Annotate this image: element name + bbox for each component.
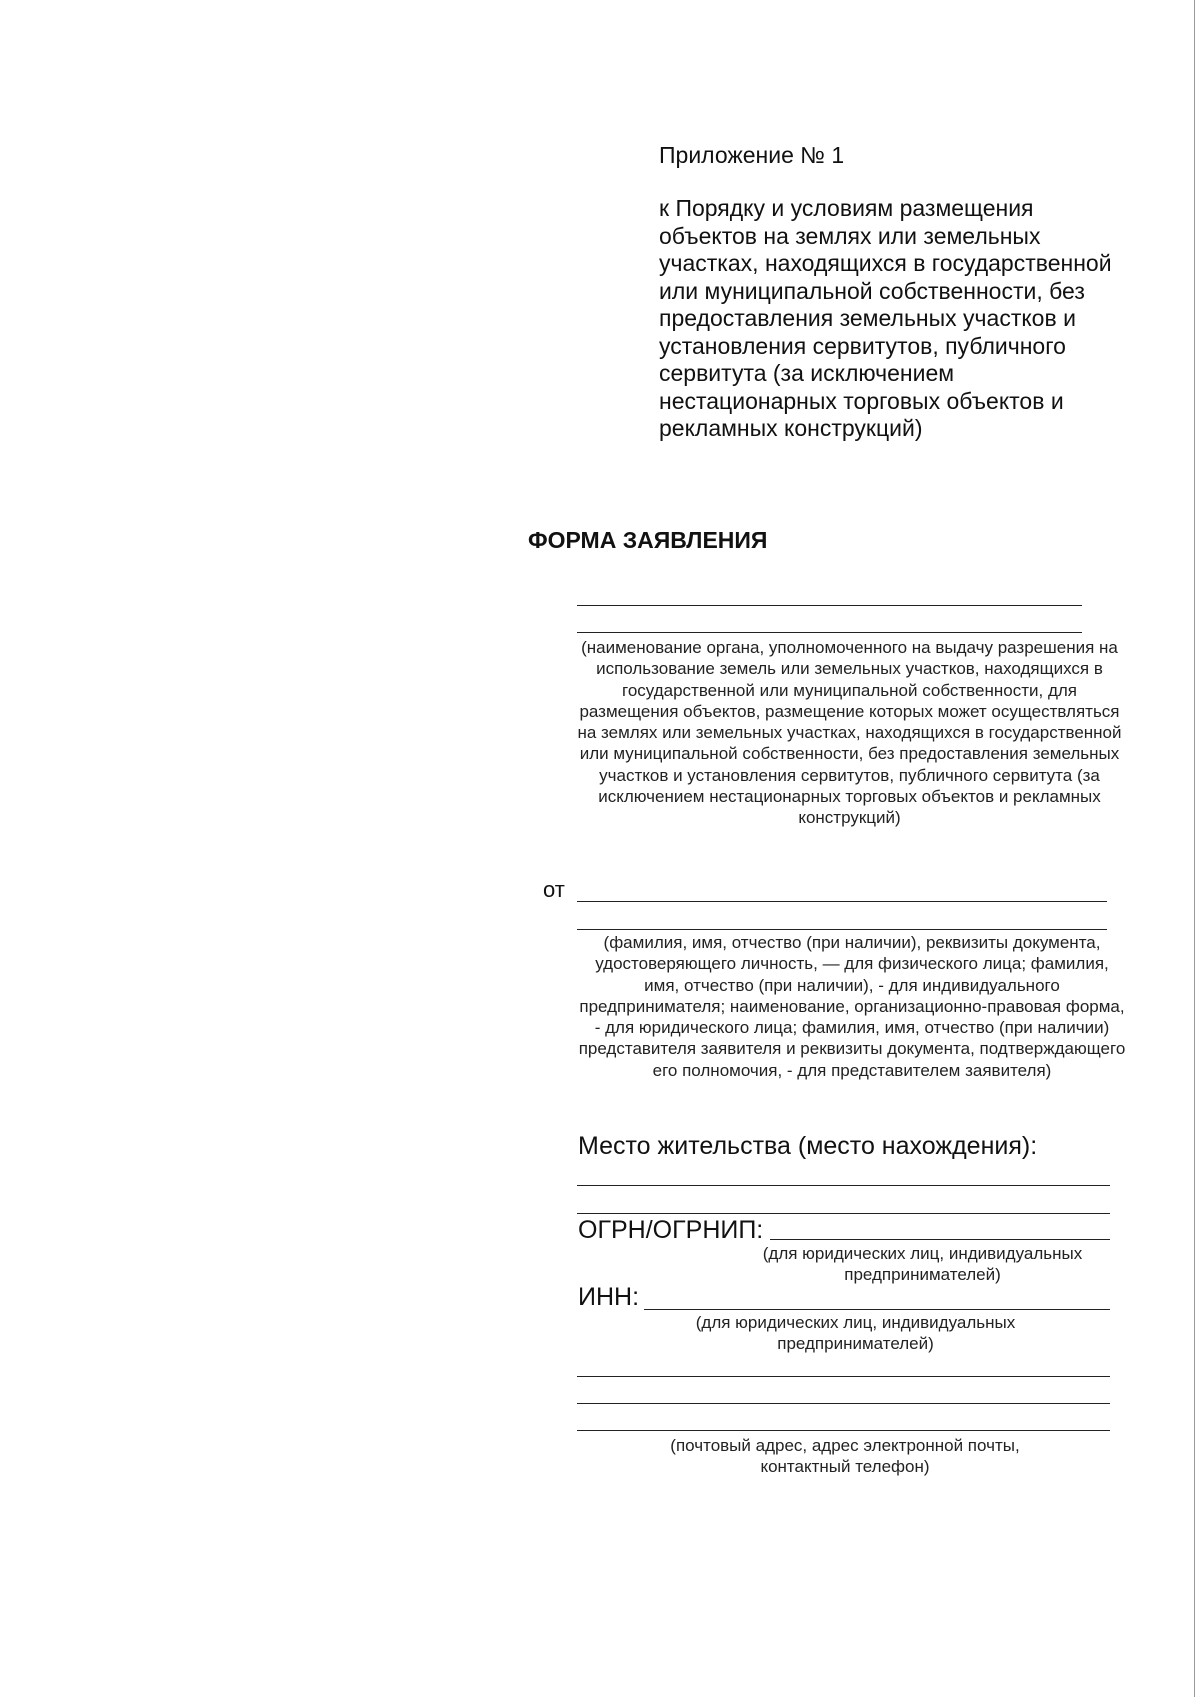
authority-caption: (наименование органа, уполномоченного на выдачу разрешения на использование земель или земельных участков, находящихся в государственной или муниципальной собственности, для размещения объектов, размещение которых может осуществляться на землях или земельных участках, находящихся в государственной или муниципальной собственности, без предоставления земельных участков и установления сервитутов, публичного сервитута (за исключением нестационарных торговых объектов и рекламных конструкций) xyxy=(577,638,1122,828)
from-label: от xyxy=(543,877,565,902)
authority-line-2 xyxy=(577,632,1082,633)
applicant-line-2 xyxy=(577,929,1107,930)
applicant-caption: (фамилия, имя, отчество (при наличии), реквизиты документа, удостоверяющего личность, — для физического лица; фамилия, имя, отчество (при наличии), - для индивидуального предпринимателя; наименование, организационно-правовая форма, - для юридического лица; фамилия, имя, отчество (при наличии) представителя заявителя и реквизиты документа, подтверждающего его полномочия, - для представителем заявителя) xyxy=(578,933,1126,1080)
residence-line-1 xyxy=(577,1185,1110,1186)
ogrn-line xyxy=(770,1239,1110,1240)
contacts-line-2 xyxy=(577,1403,1110,1404)
contacts-line-3 xyxy=(577,1430,1110,1431)
residence-line-2 xyxy=(577,1213,1110,1214)
inn-label: ИНН: xyxy=(578,1283,640,1311)
authority-line-1 xyxy=(577,605,1082,606)
appendix-text: к Порядку и условиям размещения объектов на землях или земельных участках, находящихся в государственной или муниципальной собственности, без предоставления земельных участков и установления сервитутов, публичного сервитута (за исключением нестационарных торговых объектов и рекламных конструкций) xyxy=(659,195,1112,441)
contacts-caption: (почтовый адрес, адрес электронной почты, контактный телефон) xyxy=(670,1436,1020,1477)
ogrn-caption: (для юридических лиц, индивидуальных предпринимателей) xyxy=(762,1244,1083,1285)
residence-label: Место жительства (место нахождения): xyxy=(578,1132,1038,1160)
ogrn-label: ОГРН/ОГРНИП: xyxy=(578,1216,764,1244)
contacts-line-1 xyxy=(577,1376,1110,1377)
applicant-line-1 xyxy=(577,901,1107,902)
form-title: ФОРМА ЗАЯВЛЕНИЯ xyxy=(528,527,768,553)
inn-line xyxy=(644,1309,1110,1310)
page-edge xyxy=(1194,0,1195,1697)
inn-caption: (для юридических лиц, индивидуальных предпринимателей) xyxy=(695,1313,1016,1354)
appendix-title: Приложение № 1 xyxy=(659,142,845,168)
